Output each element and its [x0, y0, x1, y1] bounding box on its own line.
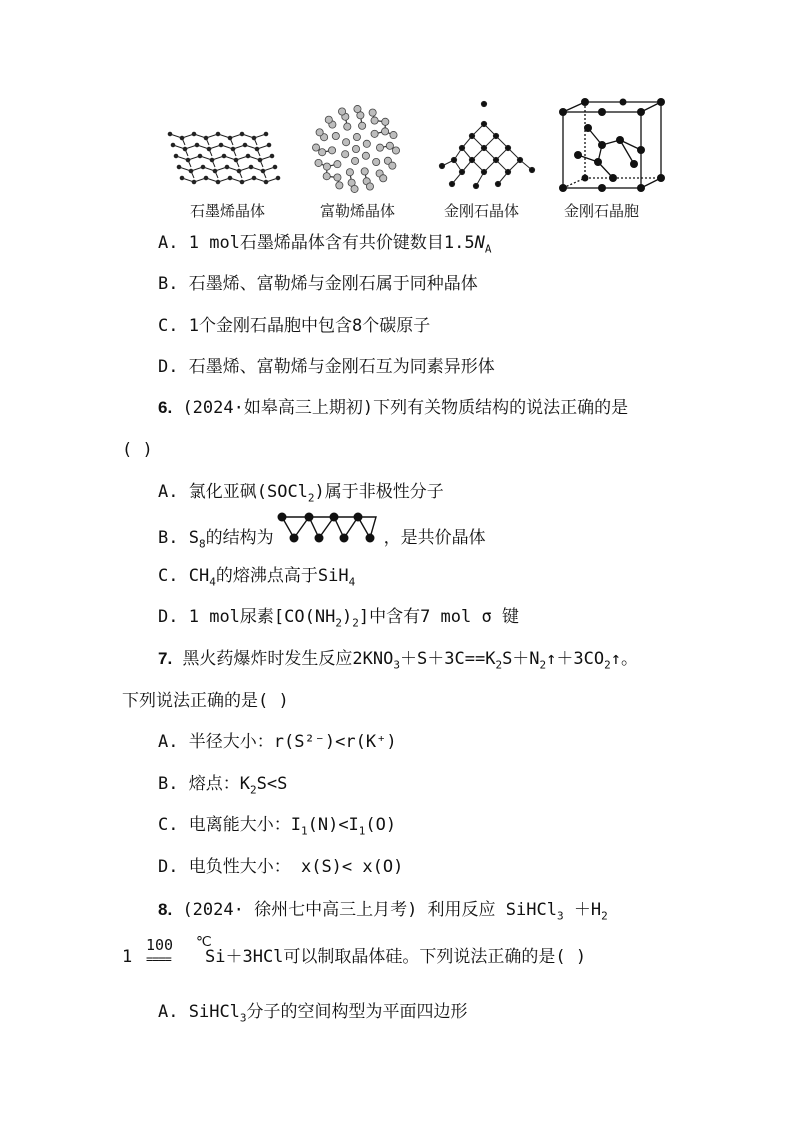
diamond-unit-cell-diagram [558, 100, 666, 192]
fullerene-atom [328, 147, 335, 154]
fullerene-atom [363, 140, 370, 147]
graphene-atom [246, 154, 250, 158]
q7-option-b: B. 熔点：$K_2S<S$ [158, 774, 288, 797]
graphene-atom [204, 176, 208, 180]
q5-option-d: D. 石墨烯、富勒烯与金刚石互为同素异形体 [158, 357, 495, 377]
caption-graphene: 石墨烯晶体 [190, 202, 266, 220]
graphene-atom [267, 143, 271, 147]
fullerene-atom [346, 169, 353, 176]
diamond-atom [481, 169, 486, 174]
caption-diamond-cell: 金刚石晶胞 [564, 202, 640, 220]
q6-option-d: D. 1 mol尿素$[CO(NH_2)_2]$中含有7 mol σ 键 [158, 607, 519, 630]
fullerene-atom [334, 174, 341, 181]
diamond-atom [449, 181, 454, 186]
graphene-atom [264, 180, 268, 184]
diamond-atom [481, 145, 486, 150]
q7-option-c: C. 电离能大小：$I_1(N)<I_1(O)$ [158, 815, 397, 838]
fullerene-atom [351, 185, 358, 192]
q8-line2-number: 1 [122, 947, 133, 967]
diamond-atom [505, 169, 510, 174]
graphene-atom [216, 132, 220, 136]
q7-option-a: A. 半径大小：r(S²⁻)<r(K⁺) [158, 732, 397, 752]
q8-stem: 8. (2024· 徐州七中高三上月考) 利用反应 SiHCl$_3$ $+H_2$ [158, 900, 608, 923]
graphene-atom [264, 132, 268, 136]
graphene-atom [228, 176, 232, 180]
graphene-atom [255, 147, 259, 151]
graphene-atom [249, 165, 253, 169]
graphene-atom [270, 154, 274, 158]
diamond-atom [459, 169, 464, 174]
fullerene-atom [323, 163, 330, 170]
diamond-atom [439, 163, 444, 168]
fullerene-atom [338, 108, 345, 115]
fullerene-atom [371, 117, 378, 124]
graphene-atom [243, 143, 247, 147]
fullerene-atom [332, 132, 339, 139]
graphene-atom [222, 154, 226, 158]
graphene-atom [207, 147, 211, 151]
s8-ring-structure [276, 512, 388, 542]
graphene-atom [195, 143, 199, 147]
diamond-atom [469, 133, 474, 138]
q6-answer-blank: ( ) [122, 440, 153, 460]
fullerene-atom [390, 131, 397, 138]
diamond-atom [517, 157, 522, 162]
fullerene-atom [366, 183, 373, 190]
graphene-atom [189, 169, 193, 173]
fullerene-atom [334, 161, 341, 168]
q6-option-b: B. $S_8$的结构为 ，是共价晶体 [158, 528, 486, 551]
q6-option-c: C. $CH_4$的熔沸点高于SiH$_4$ [158, 566, 356, 589]
graphene-atom [237, 169, 241, 173]
graphene-atom [180, 136, 184, 140]
graphene-atom [216, 180, 220, 184]
diamond-atom [505, 145, 510, 150]
fullerene-atom [319, 149, 326, 156]
fullerene-atom [361, 168, 368, 175]
fullerene-atom [342, 139, 349, 146]
fullerene-atom [376, 144, 383, 151]
q7-stem: 7. 黑火药爆炸时发生反应$2KNO_3+S+3C==K_2S+N_2↑+3CO_2↑$。 [158, 649, 638, 672]
graphene-atom [231, 147, 235, 151]
fullerene-atom [315, 159, 322, 166]
graphene-atom [276, 176, 280, 180]
fullerene-atom [352, 145, 359, 152]
fullerene-atom [373, 158, 380, 165]
graphene-atom [186, 158, 190, 162]
q5-option-c: C. 1个金刚石晶胞中包含8个碳原子 [158, 316, 431, 336]
diamond-atom [473, 183, 478, 188]
graphene-atom [168, 132, 172, 136]
fullerene-diagram [312, 105, 402, 195]
fullerene-atom [371, 130, 378, 137]
diamond-atom [529, 167, 534, 172]
graphene-atom [171, 143, 175, 147]
fullerene-atom [380, 175, 387, 182]
caption-diamond-crystal: 金刚石晶体 [444, 202, 520, 220]
diamond-atom [493, 157, 498, 162]
graphene-atom [180, 176, 184, 180]
graphene-atom [213, 169, 217, 173]
graphene-atom [210, 158, 214, 162]
q8-condition-temp: 100 [146, 936, 174, 954]
q6-option-a: A. 氯化亚砜(SOCl$_2$)属于非极性分子 [158, 482, 444, 505]
diamond-atom [495, 181, 500, 186]
q5-option-a: A. 1 mol石墨烯晶体含有共价键数目$1.5N_A$ [158, 233, 492, 256]
fullerene-atom [323, 173, 330, 180]
diamond-atom [493, 133, 498, 138]
graphene-atom [177, 165, 181, 169]
fullerene-atom [342, 151, 349, 158]
graphene-atom [204, 136, 208, 140]
graphene-atom [192, 132, 196, 136]
graphene-atom [219, 143, 223, 147]
fullerene-atom [344, 123, 351, 130]
q8-option-a: A. SiHCl$_3$分子的空间构型为平面四边形 [158, 1002, 468, 1025]
fullerene-atom [336, 182, 343, 189]
graphene-atom [252, 136, 256, 140]
q8-equals-sign: ==== [146, 952, 171, 966]
fullerene-atom [362, 152, 369, 159]
diamond-atom [459, 145, 464, 150]
q8-unit: ℃ [196, 934, 212, 950]
diamond-atom [481, 101, 486, 106]
graphene-atom [174, 154, 178, 158]
graphene-atom [240, 132, 244, 136]
fullerene-atom [381, 128, 388, 135]
graphene-atom [240, 180, 244, 184]
graphene-diagram [160, 120, 290, 190]
diamond-crystal-diagram [432, 100, 547, 192]
q7-option-d: D. 电负性大小： x(S)< x(O) [158, 857, 404, 877]
fullerene-atom [354, 105, 361, 112]
fullerene-atom [325, 116, 332, 123]
fullerene-atom [316, 129, 323, 136]
graphene-atom [252, 176, 256, 180]
q6-stem: 6. (2024·如皋高三上期初)下列有关物质结构的说法正确的是 [158, 398, 629, 418]
diamond-atom [451, 157, 456, 162]
fullerene-atom [359, 122, 366, 129]
fullerene-atom [382, 118, 389, 125]
graphene-atom [225, 165, 229, 169]
graphene-atom [273, 165, 277, 169]
fullerene-atom [312, 144, 319, 151]
q5-option-b: B. 石墨烯、富勒烯与金刚石属于同种晶体 [158, 274, 478, 294]
fullerene-atom [369, 109, 376, 116]
graphene-atom [258, 158, 262, 162]
graphene-atom [261, 169, 265, 173]
caption-fullerene: 富勒烯晶体 [320, 202, 396, 220]
graphene-atom [201, 165, 205, 169]
graphene-atom [192, 180, 196, 184]
fullerene-atom [351, 157, 358, 164]
diamond-atom [469, 157, 474, 162]
graphene-atom [183, 147, 187, 151]
q7-stem-line2: 下列说法正确的是( ) [122, 691, 289, 711]
graphene-atom [234, 158, 238, 162]
fullerene-atom [353, 133, 360, 140]
fullerene-atom [389, 162, 396, 169]
fullerene-atom [386, 142, 393, 149]
q8-line2-text: Si＋3HCl可以制取晶体硅。下列说法正确的是( ) [205, 947, 587, 967]
fullerene-atom [392, 147, 399, 154]
graphene-atom [228, 136, 232, 140]
diamond-atom [481, 121, 486, 126]
graphene-atom [198, 154, 202, 158]
